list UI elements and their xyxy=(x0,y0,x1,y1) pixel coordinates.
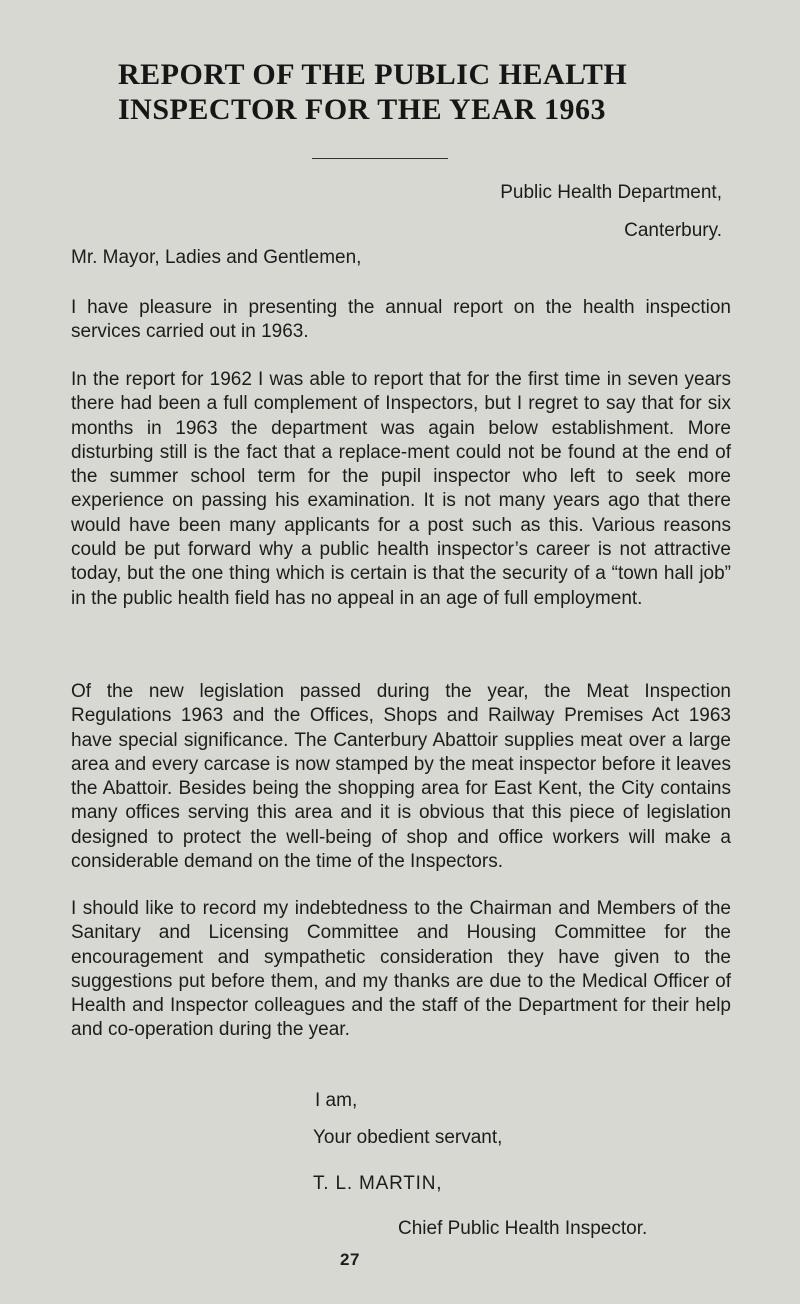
address-department: Public Health Department, xyxy=(500,182,722,203)
signatory-position: Chief Public Health Inspector. xyxy=(398,1218,648,1239)
paragraph-acknowledgements: I should like to record my indebtedness to the Chairman and Members of the Sanitary and Licensing Committee and Housing Committee for the encouragement and sympathetic consideration they have given to the suggestions put before them, and my thanks are due to the Medical Officer of Health and Inspector colleagues and the staff of the Department for their help and co-operation during the year. xyxy=(71,898,731,1041)
closing-i-am: I am, xyxy=(315,1090,358,1111)
title-divider xyxy=(312,158,448,159)
paragraph-staffing: In the report for 1962 I was able to report that for the first time in seven years there had been a full complement of Inspectors, but I regret to say that for six months in 1963 the department was again below establishment. More disturbing still is the fact that a replace-ment could not be found at the end of the summer school term for the pupil inspector who left to seek more experience on passing his examination. It is not many years ago that there would have been many applicants for a post such as this. Various reasons could be put forward why a public health inspector’s career is not attractive today, but the one thing which is certain is that the security of a “town hall job” in the public health field has no appeal in an age of full employment. xyxy=(71,369,731,609)
salutation: Mr. Mayor, Ladies and Gentlemen, xyxy=(71,247,362,268)
page-number: 27 xyxy=(340,1250,360,1269)
address-city: Canterbury. xyxy=(624,220,722,241)
report-title-line-2: INSPECTOR FOR THE YEAR 1963 xyxy=(118,93,607,126)
signatory-name: T. L. MARTIN, xyxy=(313,1173,443,1194)
report-title-line-1: REPORT OF THE PUBLIC HEALTH xyxy=(118,58,628,91)
paragraph-legislation: Of the new legislation passed during the year, the Meat Inspection Regulations 1963 and the Offices, Shops and Railway Premises Act 1963 have special significance. The Canterbury Abattoir supplies meat over a large area and every carcase is now stamped by the meat inspector before it leaves the Abattoir. Besides being the shopping area for East Kent, the City contains many offices serving this area and it is obvious that this piece of legislation designed to protect the well-being of shop and office workers will make a considerable demand on the time of the Inspectors. xyxy=(71,681,731,873)
closing-obedient-servant: Your obedient servant, xyxy=(313,1127,503,1148)
paragraph-intro: I have pleasure in presenting the annual report on the health inspection services carried out in 1963. xyxy=(71,297,731,343)
